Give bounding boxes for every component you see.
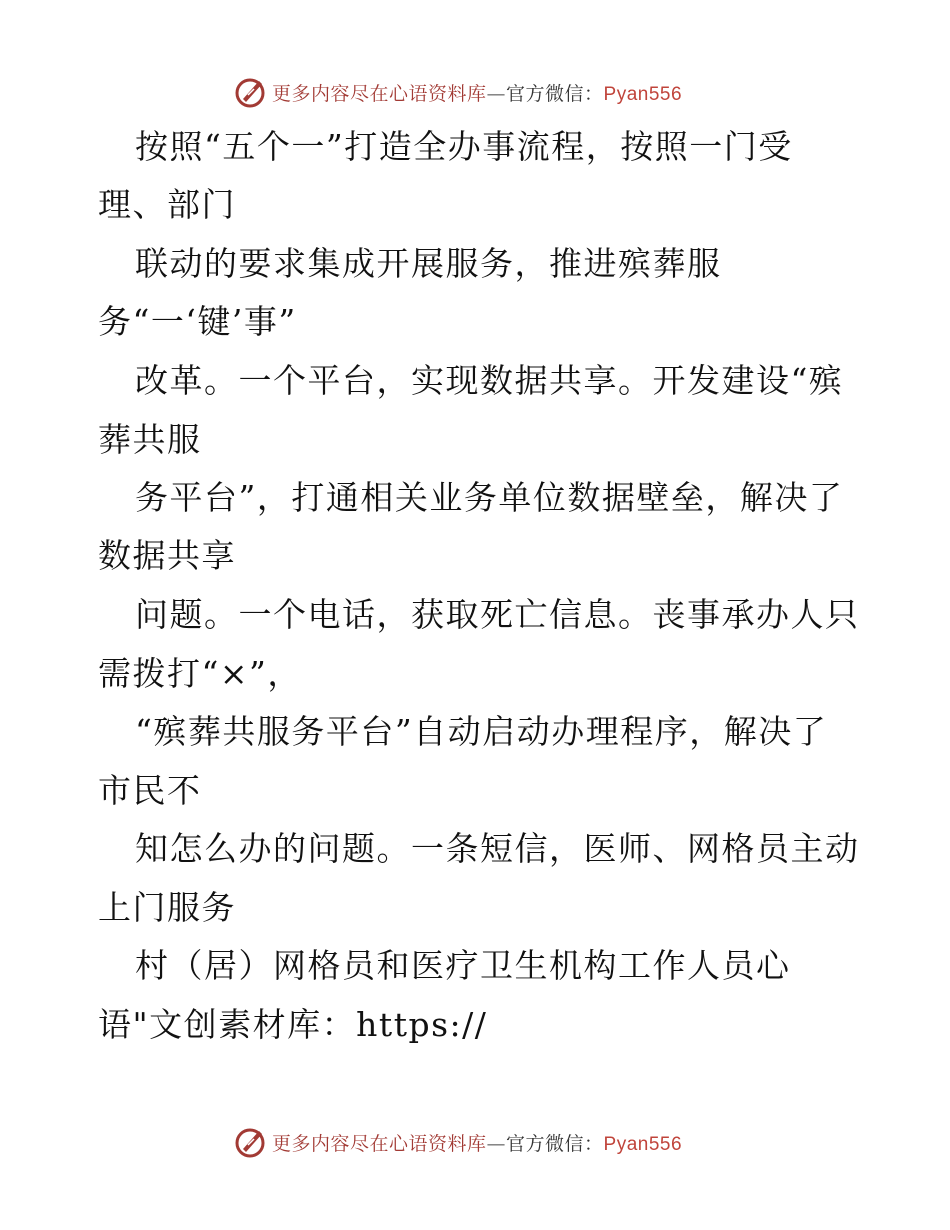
- footer-dash: —: [486, 1132, 507, 1155]
- header-site-text: 更多内容尽在心语资料库: [272, 82, 487, 105]
- footer-wechat-id: Pyan556: [603, 1133, 683, 1155]
- body-line-1: 按照“五个一”打造全办事流程，按照一门受: [135, 127, 793, 166]
- body-line-4: 务“一‘键’事”: [98, 302, 297, 341]
- body-line-9: 问题。一个电话，获取死亡信息。丧事承办人只: [135, 595, 860, 634]
- footer-wechat-label: 官方微信：: [506, 1132, 604, 1155]
- header-dash: —: [486, 82, 507, 105]
- body-line-16: 语"文创素材库：https://: [98, 1005, 488, 1044]
- body-line-6: 葬共服: [98, 420, 202, 459]
- header-wechat-label: 官方微信：: [506, 82, 604, 105]
- body-line-5: 改革。一个平台，实现数据共享。开发建设“殡: [135, 361, 844, 400]
- body-line-8: 数据共享: [98, 536, 236, 575]
- body-line-3: 联动的要求集成开展服务，推进殡葬服: [135, 244, 722, 283]
- quill-logo-icon: [234, 1125, 268, 1159]
- header-wechat-id: Pyan556: [603, 83, 683, 105]
- body-line-10: 需拨打“×”，: [98, 654, 302, 693]
- footer-banner: [0, 1122, 950, 1162]
- body-line-2: 理、部门: [98, 185, 236, 224]
- footer-banner-text: [272, 1129, 682, 1156]
- body-line-12: 市民不: [98, 771, 202, 810]
- body-line-11: “殡葬共服务平台”自动启动办理程序，解决了: [135, 712, 828, 751]
- body-line-15: 村（居）网格员和医疗卫生机构工作人员心: [135, 946, 791, 985]
- body-line-14: 上门服务: [98, 888, 236, 927]
- body-line-13: 知怎么办的问题。一条短信，医师、网格员主动: [135, 829, 860, 868]
- body-line-7: 务平台”，打通相关业务单位数据壁垒，解决了: [135, 478, 844, 517]
- footer-site-text: 更多内容尽在心语资料库: [272, 1132, 487, 1155]
